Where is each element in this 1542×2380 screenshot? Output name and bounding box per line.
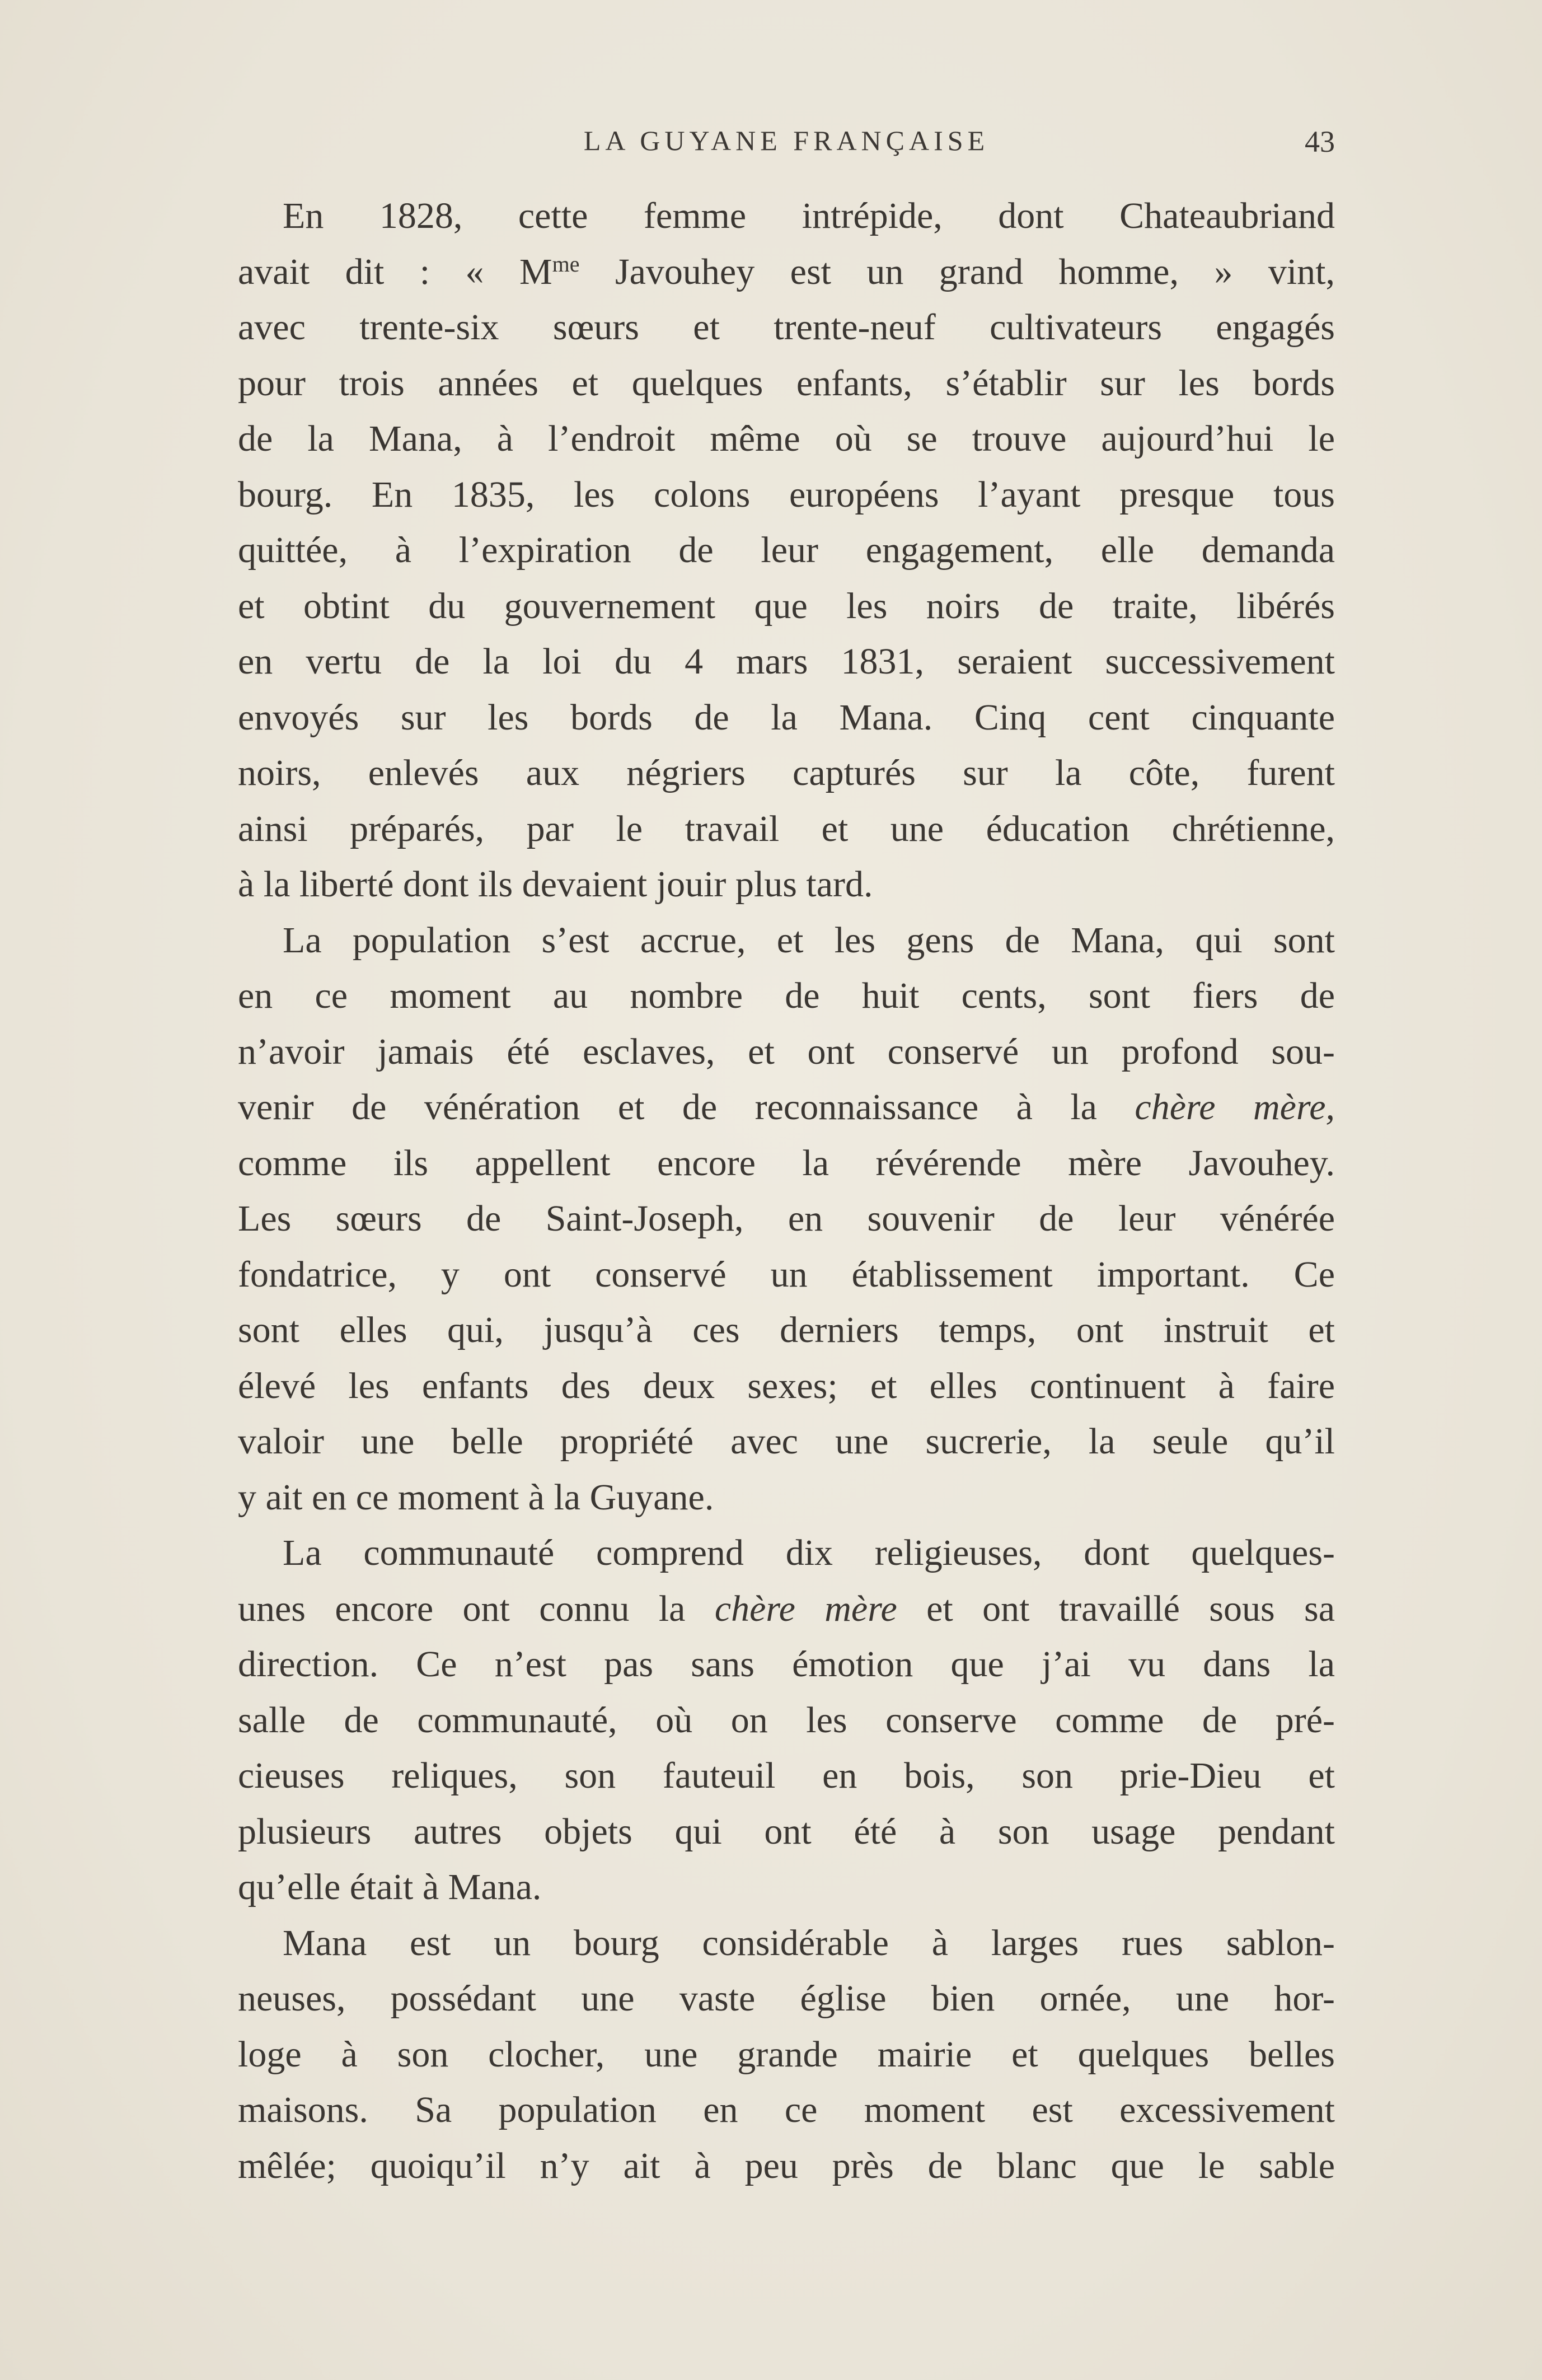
text-line: à la liberté dont ils devaient jouir plus tard. (238, 864, 873, 905)
text-line (238, 1079, 1335, 1135)
italic-phrase: chère mère (714, 1588, 897, 1629)
text-segment: et ont travaillé sous sa (897, 1588, 1335, 1629)
text-line: La communauté comprend dix religieuses, dont quelques- (283, 1532, 1335, 1573)
text-line: en vertu de la loi du 4 mars 1831, seraient successivement (238, 641, 1335, 682)
text-line: envoyés sur les bords de la Mana. Cinq cent cinquante (238, 696, 1335, 738)
text-segment: venir de vénération et de reconnaissance à la (238, 1087, 1135, 1128)
text-line: plusieurs autres objets qui ont été à son usage pendant (238, 1811, 1335, 1852)
text-line: direction. Ce n’est pas sans émotion que j’ai vu dans la (238, 1644, 1335, 1685)
text-line: sont elles qui, jusqu’à ces derniers temps, ont instruit et (238, 1310, 1335, 1350)
text-line: de la Mana, à l’endroit même où se trouve aujourd’hui le (238, 418, 1335, 459)
text-line: en ce moment au nombre de huit cents, sont fiers de (238, 975, 1335, 1016)
text-line: fondatrice, y ont conservé un établissement important. Ce (238, 1254, 1335, 1295)
text-line: avec trente-six sœurs et trente-neuf cultivateurs engagés (238, 307, 1335, 348)
text-line: ainsi préparés, par le travail et une éducation chrétienne, (238, 808, 1335, 849)
text-line: comme ils appellent encore la révérende mère Javouhey. (238, 1142, 1335, 1184)
text-line: Les sœurs de Saint-Joseph, en souvenir de leur vénérée (238, 1198, 1335, 1239)
text-line: loge à son clocher, une grande mairie et quelques belles (238, 2033, 1335, 2075)
text-line: La population s’est accrue, et les gens de Mana, qui sont (283, 919, 1335, 961)
text-line: neuses, possédant une vaste église bien ornée, une hor- (238, 1978, 1335, 2019)
text-line: cieuses reliques, son fauteuil en bois, son prie-Dieu et (238, 1755, 1335, 1796)
text-line: noirs, enlevés aux négriers capturés sur la côte, furent (238, 752, 1335, 793)
page-header (238, 124, 1335, 163)
text-line: valoir une belle propriété avec une sucrerie, la seule qu’il (238, 1421, 1335, 1462)
text-line: maisons. Sa population en ce moment est excessivement (238, 2089, 1335, 2130)
text-line: salle de communauté, où on les conserve comme de pré- (238, 1699, 1335, 1741)
text-segment: avait dit : « M (238, 251, 552, 292)
text-line: quittée, à l’expiration de leur engagement, elle demanda (238, 530, 1335, 571)
text-segment: unes encore ont connu la (238, 1588, 715, 1629)
text-line: et obtint du gouvernement que les noirs de traite, libérés (238, 585, 1335, 626)
text-line (238, 1581, 1335, 1637)
text-line (238, 244, 1335, 300)
body-text (238, 188, 1335, 2194)
text-line: y ait en ce moment à la Guyane. (238, 1476, 714, 1518)
text-line: mêlée; quoiqu’il n’y ait à peu près de blanc que le sable (238, 2145, 1335, 2186)
text-line: pour trois années et quelques enfants, s’établir sur les bords (238, 362, 1335, 404)
text-line: qu’elle était à Mana. (238, 1867, 542, 1907)
text-line: élevé les enfants des deux sexes; et elles continuent à faire (238, 1365, 1335, 1406)
page-number: 43 (1305, 125, 1335, 158)
text-line: Mana est un bourg considérable à larges rues sablon- (283, 1922, 1335, 1963)
text-segment: Javouhey est un grand homme, » vint, (579, 251, 1335, 292)
text-line: En 1828, cette femme intrépide, dont Chateaubriand (283, 195, 1335, 236)
superscript: me (552, 251, 580, 277)
text-line: n’avoir jamais été esclaves, et ont conservé un profond sou- (238, 1031, 1335, 1072)
italic-phrase: chère mère, (1135, 1087, 1335, 1128)
text-line: bourg. En 1835, les colons européens l’ayant presque tous (238, 474, 1335, 515)
running-title: LA GUYANE FRANÇAISE (583, 125, 990, 156)
